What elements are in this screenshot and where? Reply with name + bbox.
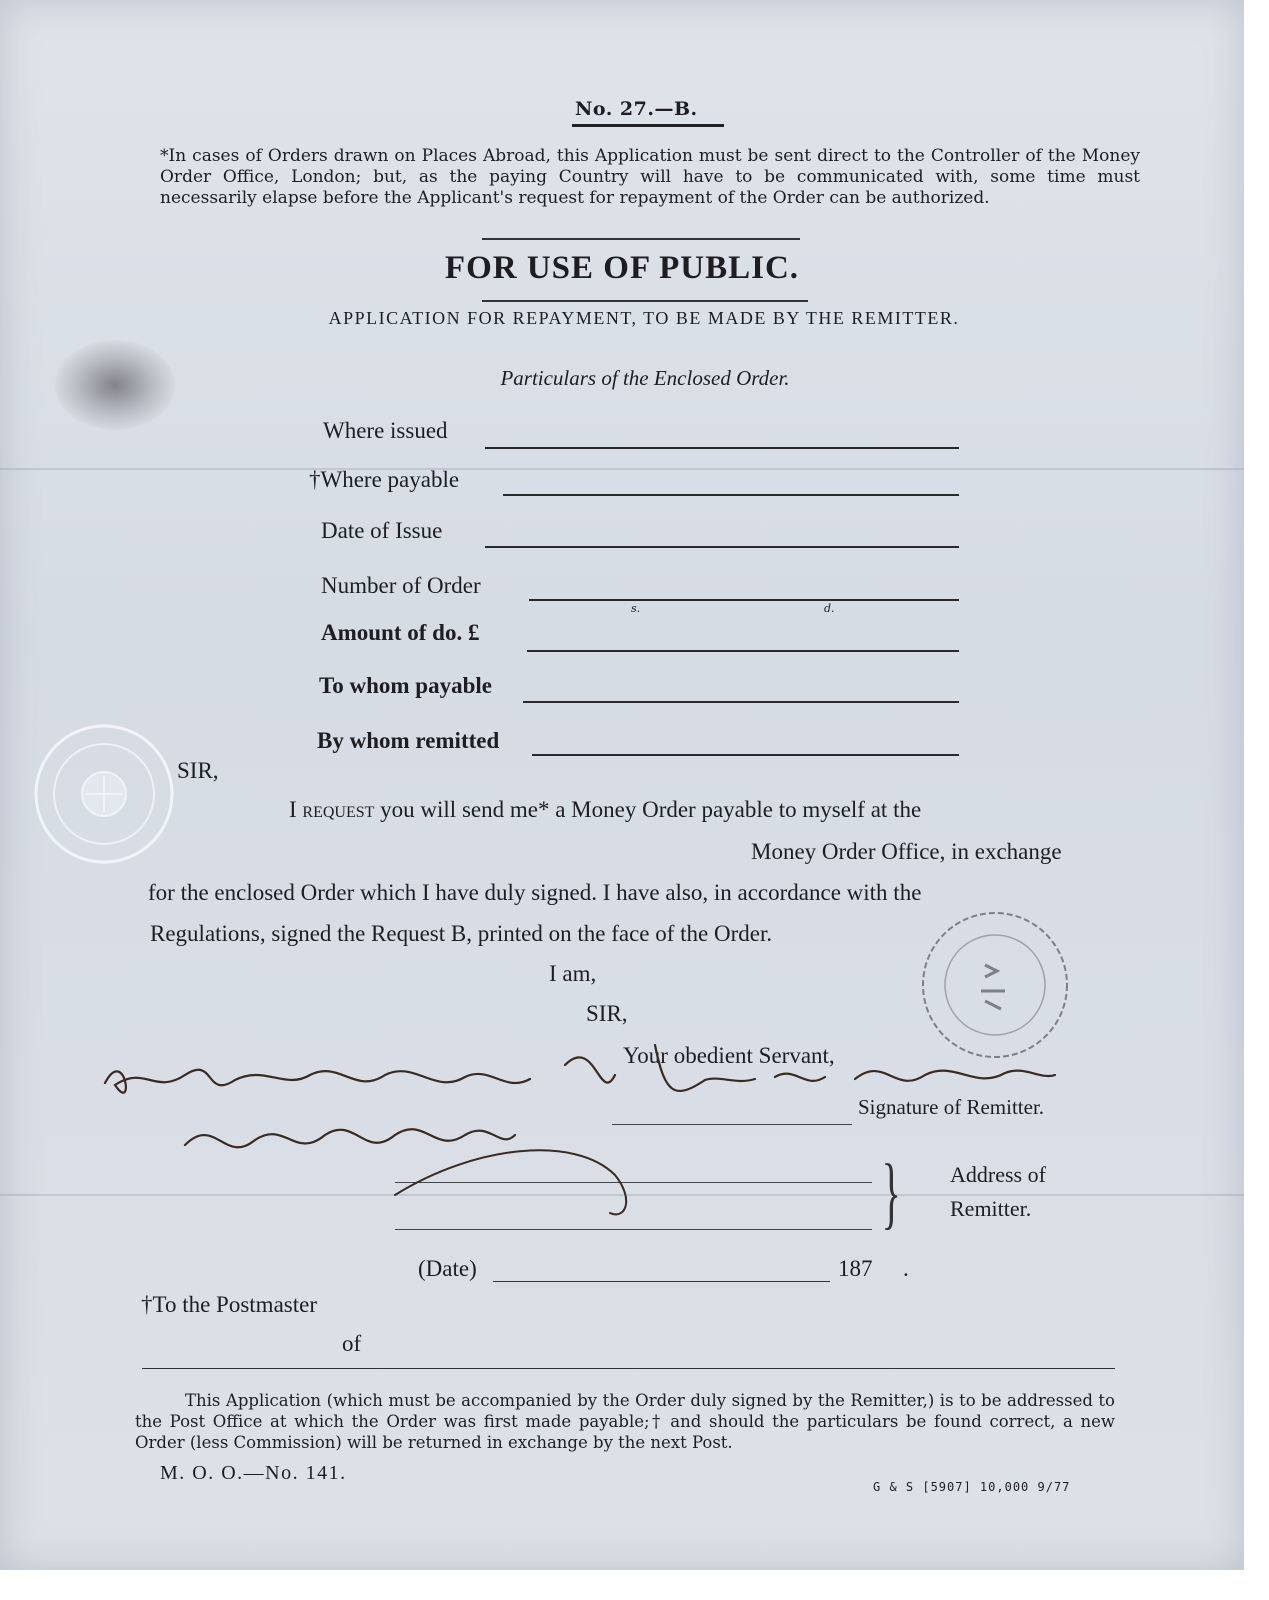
to-whom-payable-label: To whom payable bbox=[319, 673, 492, 698]
letter-line-4: Regulations, signed the Request B, printed on the face of the Order. bbox=[150, 921, 773, 946]
date-period: . bbox=[903, 1256, 909, 1281]
divider bbox=[482, 300, 808, 302]
letter-line-3: for the enclosed Order which I have duly signed. I have also, in accordance with the bbox=[148, 880, 922, 905]
postmaster-office-field[interactable] bbox=[142, 1368, 1115, 1369]
letter-closing: Your obedient Servant, bbox=[623, 1043, 835, 1068]
page-subtitle: APPLICATION FOR REPAYMENT, TO BE MADE BY THE REMITTER. bbox=[328, 308, 960, 328]
salutation: SIR, bbox=[177, 758, 219, 783]
pence-label: d. bbox=[824, 602, 835, 615]
by-whom-remitted-label: By whom remitted bbox=[317, 728, 500, 753]
footer-note: This Application (which must be accompanied by the Order duly signed by the Remitter,) is to be addressed to the Post Office at which the Order was first made payable;† and should the particulars be found correct, a new Order (less Commission) will be returned in exchange by the next Post. bbox=[135, 1391, 1115, 1452]
form-number: No. 27.—B. bbox=[575, 98, 698, 120]
by-whom-remitted-field[interactable] bbox=[532, 754, 959, 756]
signature-label: Signature of Remitter. bbox=[858, 1095, 1045, 1119]
of-label: of bbox=[342, 1331, 362, 1356]
handwritten-note bbox=[95, 1035, 1065, 1235]
letter-line-1 bbox=[289, 797, 921, 823]
number-of-order-label: Number of Order bbox=[321, 573, 481, 598]
divider bbox=[482, 238, 800, 240]
date-of-issue-label: Date of Issue bbox=[321, 518, 443, 543]
form-reference: M. O. O.—No. 141. bbox=[160, 1462, 347, 1484]
number-of-order-field[interactable] bbox=[529, 599, 959, 601]
date-field[interactable] bbox=[493, 1281, 830, 1282]
paper-fold bbox=[0, 468, 1244, 470]
embossed-seal-icon bbox=[24, 714, 184, 874]
where-issued-label: Where issued bbox=[323, 418, 448, 443]
amount-field[interactable] bbox=[527, 650, 959, 652]
letter-line-1-rest: you will send me* a Money Order payable to myself at the bbox=[380, 797, 922, 822]
address-label-2: Remitter. bbox=[950, 1196, 1032, 1221]
abroad-note: *In cases of Orders drawn on Places Abroad, this Application must be sent direct to the Controller of the Money Order Office, London; but, as the paying Country will have to be communicated with, some time must necessarily elapse before the Applicant's request for repayment of the Order can be authorized. bbox=[160, 146, 1140, 208]
where-payable-field[interactable] bbox=[503, 494, 959, 496]
handwriting-stroke bbox=[565, 1045, 1055, 1091]
shillings-label: s. bbox=[631, 602, 641, 615]
amount-label: Amount of do. £ bbox=[321, 620, 480, 645]
date-year: 187 bbox=[838, 1256, 873, 1281]
date-of-issue-field[interactable] bbox=[485, 546, 959, 548]
form-number-underline bbox=[572, 124, 724, 127]
address-brace: } bbox=[881, 1149, 901, 1237]
to-whom-payable-field[interactable] bbox=[523, 701, 959, 703]
date-label: (Date) bbox=[418, 1256, 477, 1281]
letter-i-am: I am, bbox=[549, 961, 597, 986]
to-postmaster: †To the Postmaster bbox=[141, 1292, 317, 1317]
printer-mark: G & S [5907] 10,000 9/77 bbox=[873, 1480, 1071, 1494]
handwriting-stroke bbox=[395, 1150, 626, 1214]
where-payable-label: †Where payable bbox=[309, 467, 460, 492]
page-title: FOR USE OF PUBLIC. bbox=[444, 250, 800, 286]
address-label-1: Address of bbox=[950, 1162, 1046, 1187]
request-word: I request bbox=[289, 797, 375, 822]
particulars-title: Particulars of the Enclosed Order. bbox=[500, 366, 790, 390]
where-issued-field[interactable] bbox=[485, 447, 959, 449]
letter-line-2: Money Order Office, in exchange bbox=[751, 839, 1062, 864]
letter-sir-closing: SIR, bbox=[586, 1001, 628, 1026]
